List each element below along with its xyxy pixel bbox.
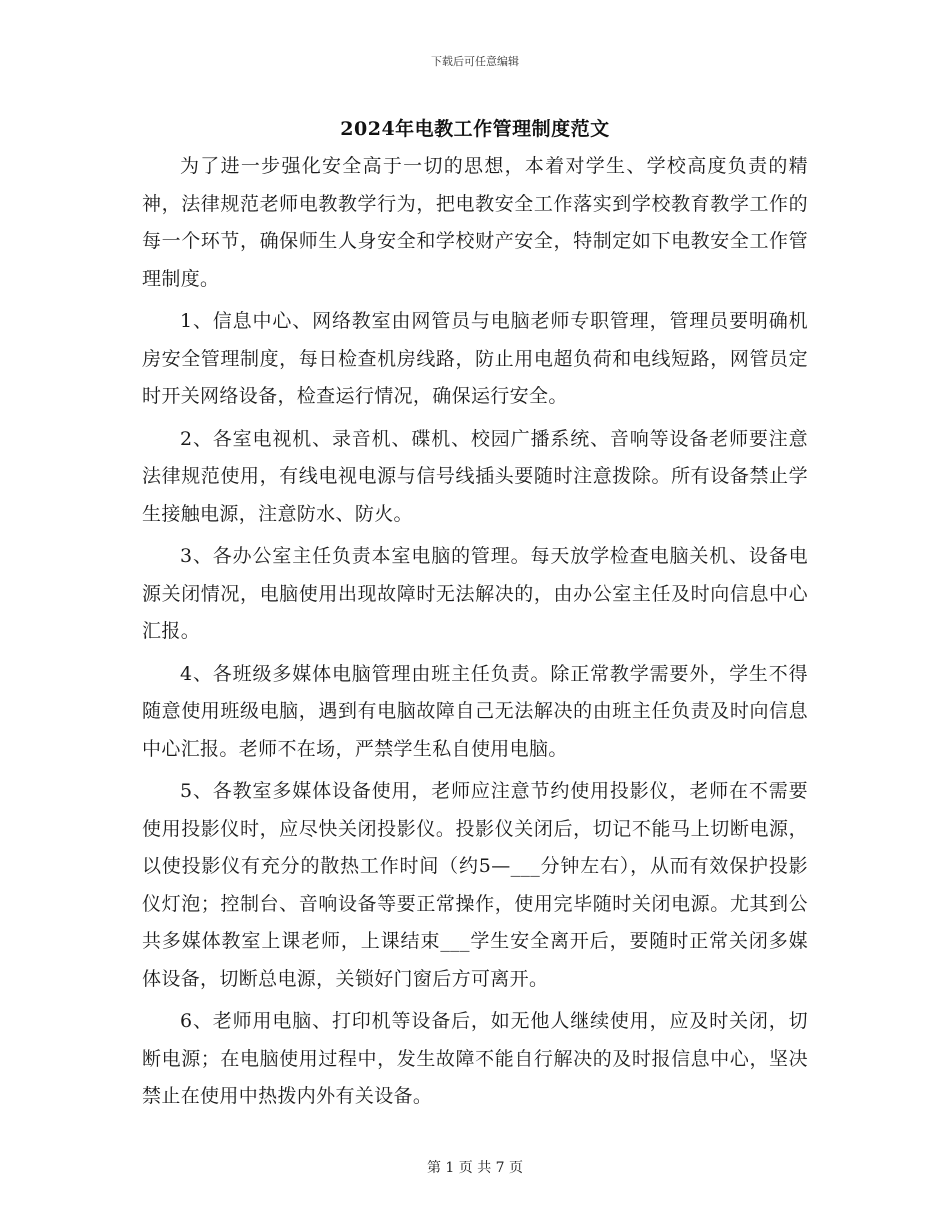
document-body (142, 148, 808, 1121)
page-number-footer: 第 1 页 共 7 页 (426, 1160, 524, 1176)
paragraph-item-1: 1、信息中心、网络教室由网管员与电脑老师专职管理，管理员要明确机房安全管理制度，每日检查机房线路，防止用电超负荷和电线短路，网管员定时开关网络设备，检查运行情况，确保运行安全。 (142, 310, 808, 407)
page-header-note: 下载后可任意编辑 (431, 55, 519, 68)
paragraph-item-3: 3、各办公室主任负责本室电脑的管理。每天放学检查电脑关机、设备电源关闭情况，电脑使用出现故障时无法解决的，由办公室主任及时向信息中心汇报。 (142, 545, 808, 642)
paragraph-item-4: 4、各班级多媒体电脑管理由班主任负责。除正常教学需要外，学生不得随意使用班级电脑，遇到有电脑故障自己无法解决的由班主任负责及时向信息中心汇报。老师不在场，严禁学生私自使用电脑。 (142, 662, 808, 760)
document-title: 2024年电教工作管理制度范文 (340, 118, 610, 140)
paragraph-item-6: 6、老师用电脑、打印机等设备后，如无他人继续使用，应及时关闭，切断电源；在电脑使用过程中，发生故障不能自行解决的及时报信息中心，坚决禁止在使用中热拨内外有关设备。 (142, 1010, 808, 1107)
paragraph-item-2: 2、各室电视机、录音机、碟机、校园广播系统、音响等设备老师要注意法律规范使用，有线电视电源与信号线插头要随时注意拨除。所有设备禁止学生接触电源，注意防水、防火。 (142, 427, 808, 525)
paragraph-intro: 为了进一步强化安全高于一切的思想，本着对学生、学校高度负责的精神，法律规范老师电教教学行为，把电教安全工作落实到学校教育教学工作的每一个环节，确保师生人身安全和学校财产安全，特制定如下电教安全工作管理制度。 (142, 155, 808, 290)
paragraph-item-5: 5、各教室多媒体设备使用，老师应注意节约使用投影仪，老师在不需要使用投影仪时，应尽快关闭投影仪。投影仪关闭后，切记不能马上切断电源，以使投影仪有充分的散热工作时间（约5—___分钟左右），从而有效保护投影仪灯泡；控制台、音响设备等要正常操作，使用完毕随时关闭电源。尤其到公共多媒体教室上课老师，上课结束___学生安全离开后，要随时正常关闭多媒体设备，切断总电源，关锁好门窗后方可离开。 (142, 780, 808, 990)
